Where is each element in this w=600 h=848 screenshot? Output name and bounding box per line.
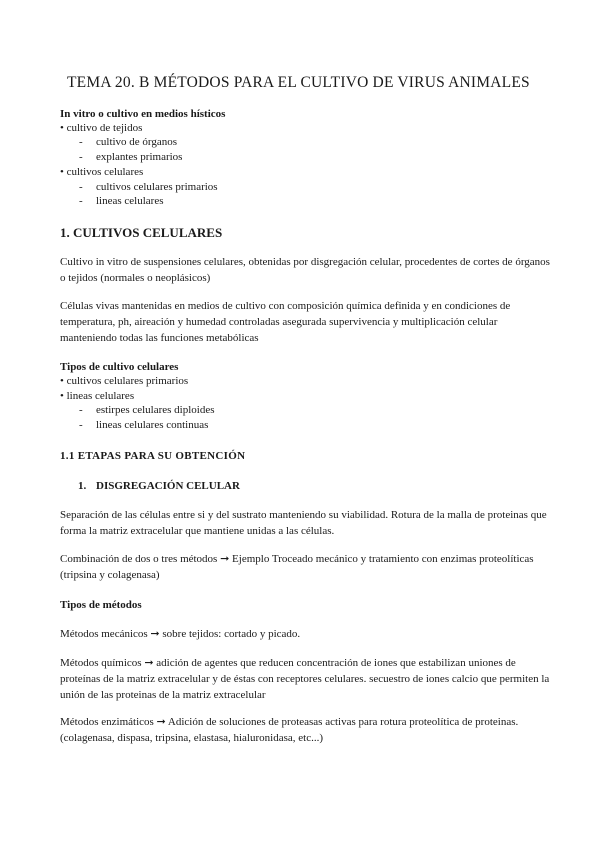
intro-item: • cultivo de tejidos [60, 122, 143, 134]
intro-subitem-label: lineas celulares [96, 195, 164, 207]
section-heading: 1. CULTIVOS CELULARES [60, 225, 223, 240]
paragraph: Células vivas mantenidas en medios de cultivo con composición química definida y en condiciones de temperatura, ph, aireación y humedad controladas asegurada supervivencia y multiplicación celular manteniendo todas las funciones metabólicas [60, 300, 511, 344]
paragraph: Métodos químicos ➞ adición de agentes que reducen concentración de iones que estabilizan uniones de proteínas de la matriz extracelular y de éstas con receptores celulares. secuestro de iones calcio que permiten la unión de las proteinas de la matriz extracelular [60, 657, 550, 701]
paragraph: Separación de las células entre si y del sustrato manteniendo su viabilidad. Rotura de la malla de proteinas que forma la matriz extracelular que mantiene unidas a las células. [60, 509, 547, 537]
list-dash: - [79, 151, 83, 163]
paragraph: Métodos mecánicos ➞ sobre tejidos: cortado y picado. [60, 628, 301, 640]
numbered-heading-number: 1. [78, 480, 87, 492]
intro-subitem-label: cultivos celulares primarios [96, 181, 218, 193]
section-heading: 1.1 ETAPAS PARA SU OBTENCIÓN [60, 450, 246, 462]
list-item: • cultivos celulares primarios [60, 375, 189, 387]
subsection-heading: Tipos de cultivo celulares [60, 361, 179, 373]
intro-subitem-label: cultivo de órganos [96, 136, 178, 148]
page-title: TEMA 20. B MÉTODOS PARA EL CULTIVO DE VIRUS ANIMALES [67, 74, 530, 91]
list-dash: - [79, 419, 83, 431]
paragraph: Cultivo in vitro de suspensiones celulares, obtenidas por disgregación celular, procedentes de cortes de órganos o tejidos (normales o neoplásicos) [60, 256, 550, 284]
list-dash: - [79, 181, 83, 193]
intro-heading: In vitro o cultivo en medios hísticos [60, 108, 226, 120]
list-dash: - [79, 195, 83, 207]
intro-subitem-label: explantes primarios [96, 151, 183, 163]
list-subitem-label: lineas celulares continuas [96, 419, 209, 431]
subsection-heading: Tipos de métodos [60, 599, 142, 611]
list-subitem-label: estirpes celulares diploides [96, 404, 215, 416]
list-dash: - [79, 136, 83, 148]
paragraph: Combinación de dos o tres métodos ➞ Ejemplo Troceado mecánico y tratamiento con enzimas proteolíticas (tripsina y colagenasa) [60, 553, 534, 581]
list-item: • lineas celulares [60, 390, 135, 402]
intro-item: • cultivos celulares [60, 166, 144, 178]
numbered-heading: DISGREGACIÓN CELULAR [96, 480, 240, 492]
paragraph: Métodos enzimáticos ➞ Adición de soluciones de proteasas activas para rotura proteolítica de proteinas. (colagenasa, dispasa, tripsina, elastasa, hialuronidasa, etc...) [60, 716, 519, 744]
list-dash: - [79, 404, 83, 416]
